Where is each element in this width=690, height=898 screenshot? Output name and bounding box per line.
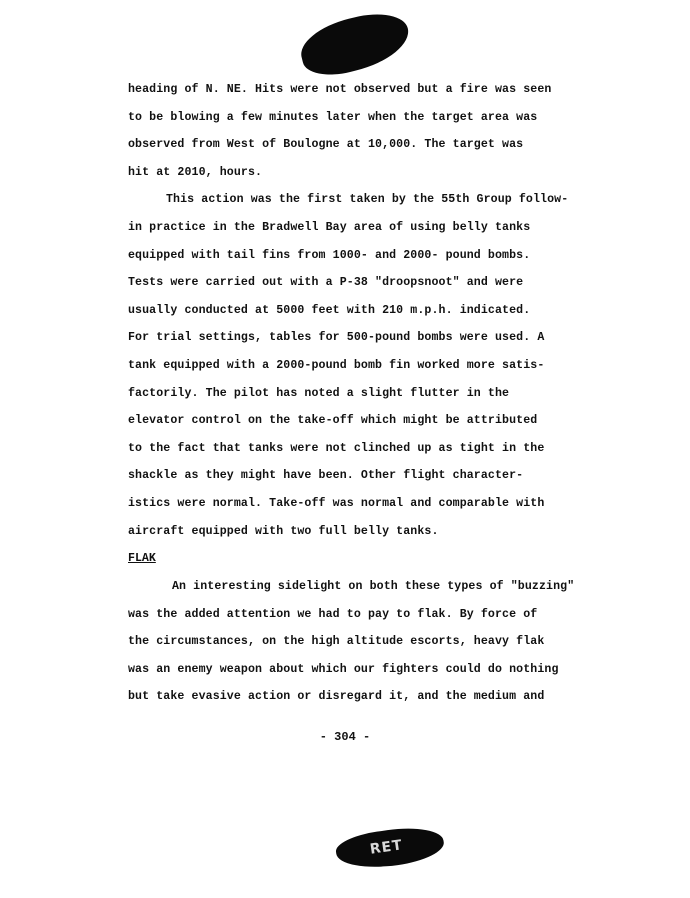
text-line: usually conducted at 5000 feet with 210 m.p.h. indicated. (128, 303, 531, 317)
text-line: istics were normal. Take-off was normal and comparable with (128, 496, 545, 510)
text-line: observed from West of Boulogne at 10,000. The target was (128, 138, 524, 152)
classification-stamp (334, 823, 446, 874)
text-line: the circumstances, on the high altitude escorts, heavy flak (128, 635, 545, 649)
section-heading: FLAK (128, 552, 156, 566)
text-line: Tests were carried out with a P-38 "droopsnoot" and were (128, 276, 524, 290)
text-line: to the fact that tanks were not clinched up as tight in the (128, 441, 545, 455)
text-line: elevator control on the take-off which might be attributed (128, 414, 538, 428)
text-line: but take evasive action or disregard it, and the medium and (128, 690, 545, 704)
text-line: aircraft equipped with two full belly tanks. (128, 524, 439, 538)
text-line: factorily. The pilot has noted a slight flutter in the (128, 386, 510, 400)
text-line: tank equipped with a 2000-pound bomb fin worked more satis- (128, 358, 545, 372)
text-line: heading of N. NE. Hits were not observed but a fire was seen (128, 83, 552, 96)
body-text (128, 76, 588, 711)
text-line: For trial settings, tables for 500-pound bombs were used. A (128, 331, 545, 345)
text-line: shackle as they might have been. Other flight character- (128, 469, 524, 483)
text-line: equipped with tail fins from 1000- and 2000- pound bombs. (128, 248, 531, 262)
page-number: - 304 - (319, 730, 371, 744)
redaction-mark (295, 5, 414, 82)
text-line: was an enemy weapon about which our fighters could do nothing (128, 662, 559, 676)
text-line: was the added attention we had to pay to flak. By force of (128, 607, 538, 621)
stamp-text: RET (368, 837, 404, 858)
text-line: to be blowing a few minutes later when the target area was (128, 110, 538, 124)
text-line: in practice in the Bradwell Bay area of using belly tanks (128, 220, 531, 234)
text-line: An interesting sidelight on both these types of "buzzing" (172, 580, 575, 594)
text-line: This action was the first taken by the 55th Group follow- (166, 193, 569, 207)
text-line: hit at 2010, hours. (128, 165, 263, 179)
